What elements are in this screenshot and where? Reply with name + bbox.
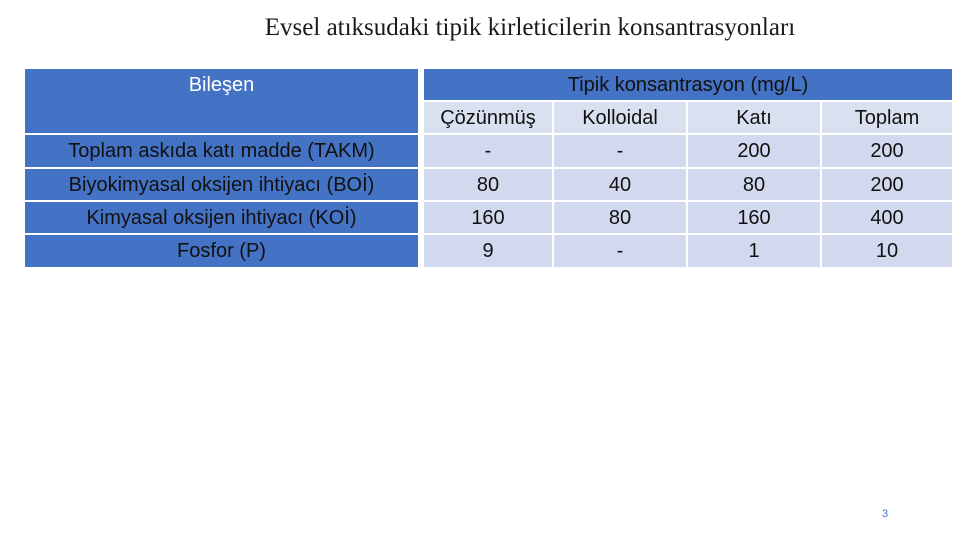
table-cell: 10: [821, 234, 953, 268]
concentration-table: [23, 67, 954, 269]
row-label: Fosfor (P): [24, 234, 419, 268]
table-row: [24, 201, 953, 234]
slide-title-text: Evsel atıksudaki tipik kirleticilerin konsantrasyonları: [264, 14, 796, 41]
table-cell: 160: [423, 201, 553, 234]
component-header: Bileşen: [24, 68, 419, 134]
subheader-total: Toplam: [821, 101, 953, 134]
row-label: Kimyasal oksijen ihtiyacı (KOİ): [24, 201, 419, 234]
table-cell: 80: [687, 168, 821, 201]
table-cell: 200: [687, 134, 821, 168]
table-cell: -: [423, 134, 553, 168]
table-cell: 200: [821, 168, 953, 201]
table-row: [24, 134, 953, 168]
table-cell: 80: [423, 168, 553, 201]
table-cell: 40: [553, 168, 687, 201]
table-cell: 80: [553, 201, 687, 234]
table-cell: 9: [423, 234, 553, 268]
row-label: Toplam askıda katı madde (TAKM): [24, 134, 419, 168]
table-row: [24, 168, 953, 201]
subheader-colloidal: Kolloidal: [553, 101, 687, 134]
table-cell: -: [553, 134, 687, 168]
page-number: 3: [881, 508, 889, 520]
table-cell: 160: [687, 201, 821, 234]
table-cell: 200: [821, 134, 953, 168]
subheader-solid: Katı: [687, 101, 821, 134]
table-cell: 400: [821, 201, 953, 234]
subheader-dissolved: Çözünmüş: [423, 101, 553, 134]
row-label: Biyokimyasal oksijen ihtiyacı (BOİ): [24, 168, 419, 201]
table-cell: -: [553, 234, 687, 268]
table-cell: 1: [687, 234, 821, 268]
concentration-header: Tipik konsantrasyon (mg/L): [423, 68, 953, 101]
slide-title: [0, 14, 960, 50]
table-header-row: [24, 68, 953, 101]
table-row: [24, 234, 953, 268]
